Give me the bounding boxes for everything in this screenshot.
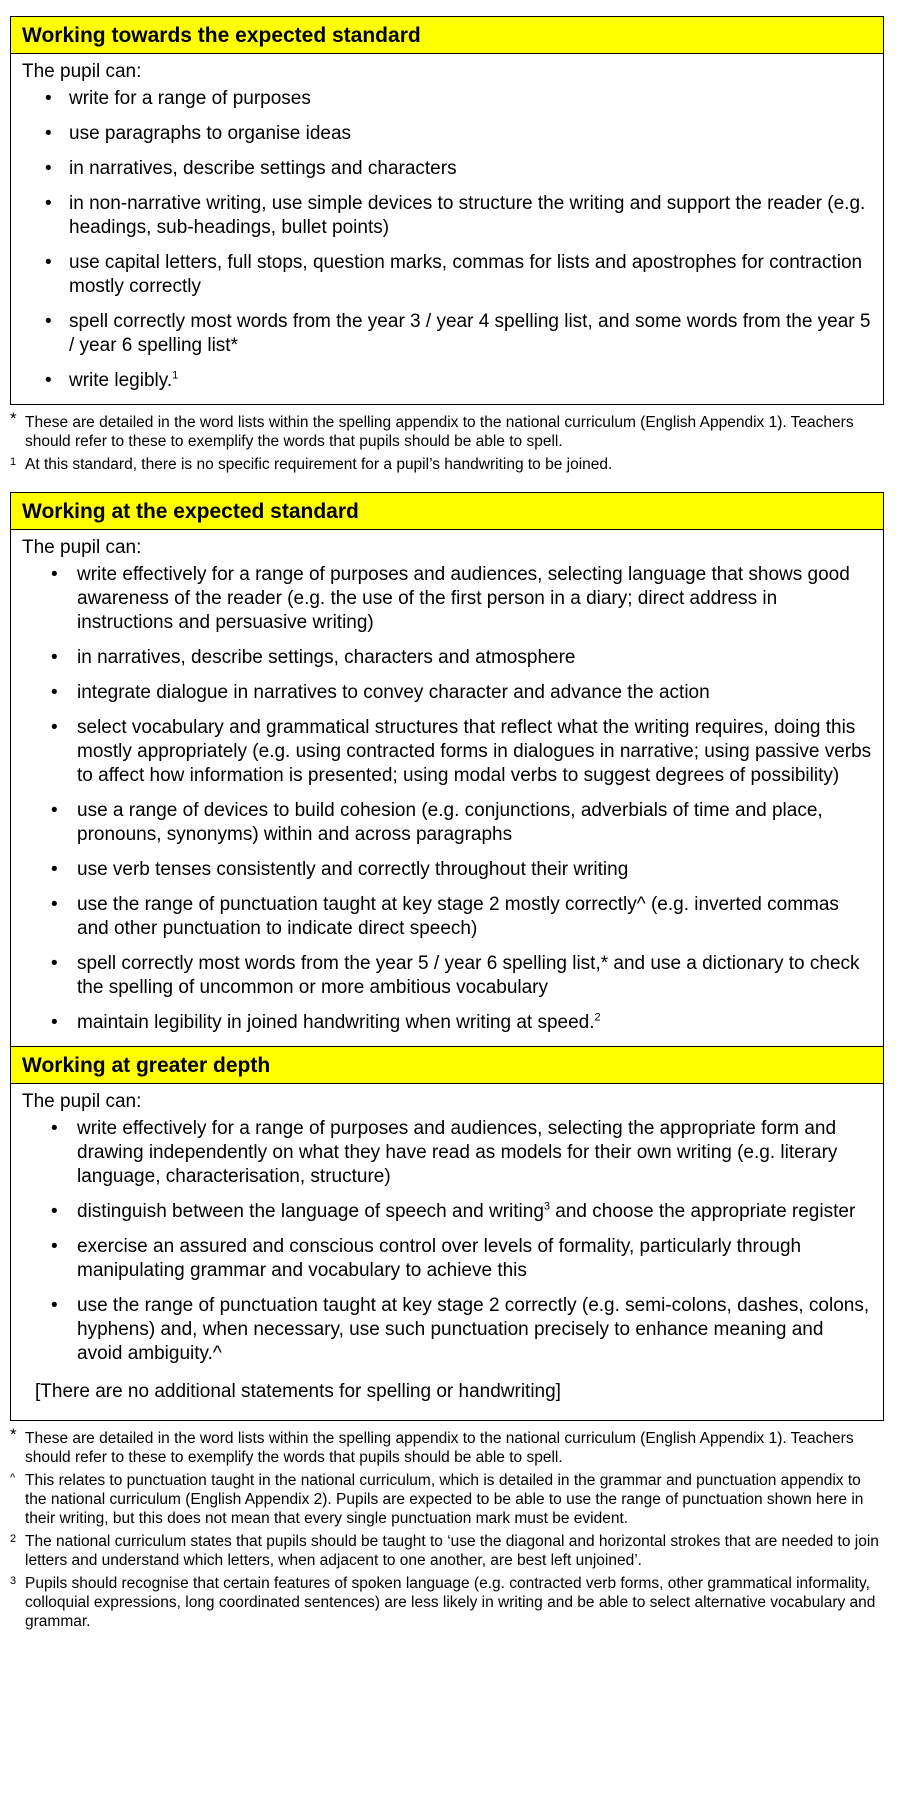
pupil-can-intro: The pupil can: bbox=[22, 1091, 142, 1112]
footnotes-first bbox=[10, 409, 884, 474]
greater-depth-list bbox=[11, 1117, 883, 1366]
footnote-mark: ^ bbox=[10, 1472, 16, 1484]
bullet-icon: • bbox=[51, 953, 58, 974]
list-item: • use paragraphs to organise ideas bbox=[45, 123, 352, 144]
list-item: • select vocabulary and grammatical structures that reflect what the writing requires, doing this mostly appropriately (e.g. using contracted forms in dialogues in narrative; using passive verbs to affect how information is presented; using modal verbs to suggest degrees of possibility) bbox=[51, 717, 872, 786]
list-item: • exercise an assured and conscious control over levels of formality, particularly through manipulating grammar and vocabulary to achieve this bbox=[51, 1236, 802, 1281]
section-heading-working-towards: Working towards the expected standard bbox=[11, 17, 883, 54]
working-at-expected-list bbox=[11, 563, 883, 1035]
list-item: • distinguish between the language of speech and writing$^3$ and choose the appropriate register bbox=[51, 1200, 856, 1222]
bullet-icon: • bbox=[51, 647, 58, 668]
footnote-mark: * bbox=[10, 1425, 17, 1444]
list-item: • use the range of punctuation taught at key stage 2 correctly (e.g. semi-colons, dashes, colons, hyphens) and, when necessary, use such punctuation precisely to enhance meaning and avoid ambiguity.^ bbox=[51, 1295, 870, 1364]
footnote-ref: 1 bbox=[172, 369, 179, 382]
list-item: • spell correctly most words from the year 5 / year 6 spelling list,* and use a dictionary to check the spelling of uncommon or more ambitious vocabulary bbox=[51, 953, 860, 998]
footnote-ref: 2 bbox=[594, 1011, 601, 1024]
list-item: • use verb tenses consistently and correctly throughout their writing bbox=[51, 859, 629, 880]
pupil-can-intro: The pupil can: bbox=[22, 61, 142, 82]
bullet-icon: • bbox=[51, 894, 58, 915]
list-item: • use the range of punctuation taught at key stage 2 mostly correctly^ (e.g. inverted commas and other punctuation to indicate direct speech) bbox=[51, 894, 839, 939]
list-item: • in non-narrative writing, use simple devices to structure the writing and support the reader (e.g. headings, sub-headings, bullet points) bbox=[45, 193, 866, 238]
footnote-mark: * bbox=[10, 409, 17, 428]
footnote: * These are detailed in the word lists within the spelling appendix to the national curriculum (English Appendix 1). Teachers should refer to these to exemplify the words that pupils should be able to spell. bbox=[10, 409, 854, 450]
section-heading-greater-depth: Working at greater depth bbox=[11, 1046, 883, 1084]
list-item: • write for a range of purposes bbox=[45, 88, 311, 109]
list-item: • integrate dialogue in narratives to convey character and advance the action bbox=[51, 682, 710, 703]
footnote: 3 Pupils should recognise that certain features of spoken language (e.g. contracted verb forms, other grammatical informality, colloquial expressions, long coordinated sentences) are less likely in writing and be able to select alternative vocabulary and grammar. bbox=[10, 1575, 876, 1630]
footnotes-second bbox=[10, 1425, 884, 1631]
bullet-icon: • bbox=[51, 800, 58, 821]
bullet-icon: • bbox=[45, 252, 52, 273]
footnote-mark: 3 bbox=[10, 1575, 17, 1587]
footnote-ref: 3 bbox=[543, 1200, 551, 1213]
document bbox=[10, 16, 884, 1635]
bullet-icon: • bbox=[51, 1118, 58, 1139]
list-item: • use capital letters, full stops, question marks, commas for lists and apostrophes for contraction mostly correctly bbox=[45, 252, 863, 297]
working-towards-box bbox=[10, 16, 884, 405]
bullet-icon: • bbox=[51, 682, 58, 703]
bullet-icon: • bbox=[51, 1236, 58, 1257]
footnote: 1 At this standard, there is no specific requirement for a pupil’s handwriting to be joined. bbox=[10, 456, 613, 473]
list-item: • maintain legibility in joined handwriting when writing at speed.$^2$ bbox=[51, 1011, 601, 1033]
bullet-icon: • bbox=[45, 158, 52, 179]
bullet-icon: • bbox=[45, 193, 52, 214]
list-item: • in narratives, describe settings and characters bbox=[45, 158, 457, 179]
bullet-icon: • bbox=[45, 311, 52, 332]
bullet-icon: • bbox=[51, 1201, 58, 1222]
bullet-icon: • bbox=[45, 88, 52, 109]
list-item: • write effectively for a range of purposes and audiences, selecting language that shows good awareness of the reader (e.g. the use of the first person in a diary; direct address in instructions and persuasive writing) bbox=[51, 564, 850, 633]
list-item: • write effectively for a range of purposes and audiences, selecting the appropriate form and drawing independently on what they have read as models for their own writing (e.g. literary language, characterisation, structure) bbox=[51, 1118, 838, 1187]
footnote-mark: 1 bbox=[10, 456, 17, 468]
list-item: • spell correctly most words from the year 3 / year 4 spelling list, and some words from the year 5 / year 6 spelling list* bbox=[45, 311, 871, 356]
list-item: • write legibly.$^1$ bbox=[45, 369, 179, 391]
no-additional-statements: [There are no additional statements for spelling or handwriting] bbox=[35, 1381, 561, 1402]
bullet-icon: • bbox=[51, 564, 58, 585]
expected-and-greater-depth-box bbox=[10, 492, 884, 1421]
bullet-icon: • bbox=[45, 123, 52, 144]
section-heading-working-at-expected: Working at the expected standard bbox=[11, 493, 883, 530]
pupil-can-intro: The pupil can: bbox=[22, 537, 142, 558]
footnote: ^ This relates to punctuation taught in the national curriculum, which is detailed in the grammar and punctuation appendix to the national curriculum (English Appendix 2). Pupils are expected to be able to use the range of punctuation shown here in their writing, but this does not mean that every single punctuation mark must be evident. bbox=[10, 1472, 864, 1527]
bullet-icon: • bbox=[51, 717, 58, 738]
bullet-icon: • bbox=[45, 370, 52, 391]
list-item: • in narratives, describe settings, characters and atmosphere bbox=[51, 647, 576, 668]
list-item: • use a range of devices to build cohesion (e.g. conjunctions, adverbials of time and place, pronouns, synonyms) within and across paragraphs bbox=[51, 800, 823, 845]
footnote: * These are detailed in the word lists within the spelling appendix to the national curriculum (English Appendix 1). Teachers should refer to these to exemplify the words that pupils should be able to spell. bbox=[10, 1425, 854, 1466]
bullet-icon: • bbox=[51, 1012, 58, 1033]
working-towards-list bbox=[11, 87, 883, 393]
footnote-mark: 2 bbox=[10, 1533, 17, 1545]
footnote: 2 The national curriculum states that pupils should be taught to ‘use the diagonal and horizontal strokes that are needed to join letters and understand which letters, when adjacent to one another, are best left unjoined’. bbox=[10, 1533, 879, 1569]
bullet-icon: • bbox=[51, 1295, 58, 1316]
bullet-icon: • bbox=[51, 859, 58, 880]
